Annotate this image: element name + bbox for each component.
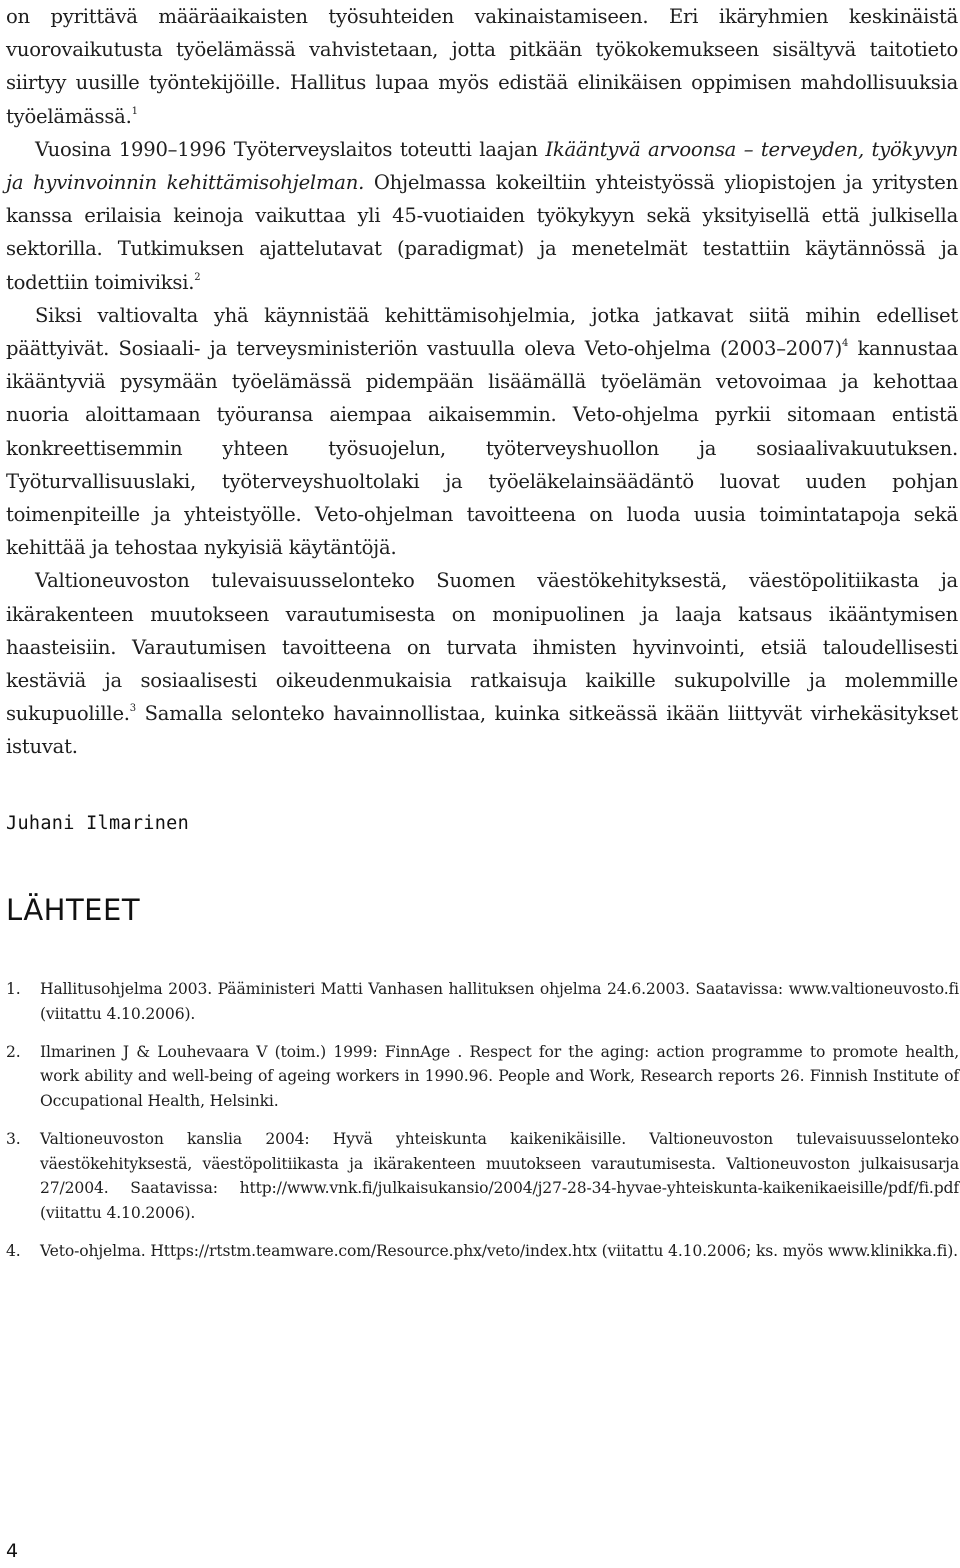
reference-number: 4.: [6, 1241, 21, 1260]
footnote-ref-4: 4: [842, 338, 849, 350]
paragraph-3-text-start: Siksi valtiovalta yhä käynnistää kehittämisohjelmia, jotka jatkavat siitä mihin edelliset päättyivät. Sosiaali- ja terveysministeriön vastuulla oleva Veto-ohjelma (2003–2007): [6, 303, 958, 361]
article-body: [6, 0, 958, 764]
author-name: Juhani Ilmarinen: [6, 813, 190, 834]
paragraph-2-text-start: Vuosina 1990–1996 Työterveyslaitos toteutti laajan: [35, 137, 546, 161]
footnote-ref-1: 1: [131, 105, 138, 117]
reference-item: [6, 1239, 959, 1264]
paragraph-2: [6, 133, 958, 299]
page-number: 4: [6, 1540, 19, 1562]
paragraph-4-text-start: Valtioneuvoston tulevaisuusselonteko Suomen väestökehityksestä, väestöpolitiikasta ja ikärakenteen muutokseen varautumisesta on monipuolinen ja laaja katsaus ikääntymisen haasteisiin. Varautumisen tavoitteena on turvata ihmisten hyvinvointi, etsiä taloudellisesti kestäviä ja sosiaalisesti oikeudenmukaisia ratkaisuja kaikille sukupolville ja molemmille sukupuolille.: [6, 569, 958, 726]
reference-number: 1.: [6, 980, 21, 998]
paragraph-3: [6, 299, 958, 565]
references-heading: LÄHTEET: [6, 893, 141, 927]
paragraph-1: [6, 0, 958, 133]
reference-item: [6, 1127, 959, 1225]
reference-item: [6, 1040, 959, 1114]
paragraph-4-text-end: Samalla selonteko havainnollistaa, kuinka sitkeässä ikään liittyvät virhekäsitykset istuvat.: [6, 702, 958, 759]
reference-text: Ilmarinen J & Louhevaara V (toim.) 1999: FinnAge . Respect for the aging: action programme to promote health, work ability and well-being of ageing workers in 1990.96. People and Work, Research reports 26. Finnish Institute of Occupational Health, Helsinki.: [40, 1042, 959, 1110]
footnote-ref-3: 3: [129, 703, 136, 715]
paragraph-2-text-end: Ohjelmassa kokeiltiin yhteistyössä yliopistojen ja yritysten kanssa erilaisia keinoja vaikuttaa yli 45-vuotiaiden työkykyyn sekä yksityisellä että julkisella sektorilla. Tutkimuksen ajattelutavat (paradigmat) ja menetelmät testattiin käytännössä ja todettiin toimiviksi.: [6, 171, 958, 294]
paragraph-1-text: on pyrittävä määräaikaisten työsuhteiden vakinaistamiseen. Eri ikäryhmien keskinäistä vuorovaikutusta työelämässä vahvistetaan, jotta pitkään työkokemukseen sisältyvä taitotieto siirtyy uusille työntekijöille. Hallitus lupaa myös edistää elinikäisen oppimisen mahdollisuuksia työelämässä.: [6, 5, 958, 128]
reference-text: Veto-ohjelma. Https://rtstm.teamware.com/Resource.phx/veto/index.htx (viitattu 4.10.2006; ks. myös www.klinikka.fi).: [40, 1241, 958, 1260]
references-list: [6, 977, 959, 1277]
reference-number: 2.: [6, 1042, 21, 1061]
paragraph-4: [6, 564, 958, 763]
reference-text: Valtioneuvoston kanslia 2004: Hyvä yhteiskunta kaikenikäisille. Valtioneuvoston tulevaisuusselonteko väestökehityksestä, väestöpolitiikasta ja ikärakenteen muutokseen varautumisesta. Valtioneuvoston julkaisusarja 27/2004. Saatavissa: http://www.vnk.fi/julkaisukansio/2004/j27-28-34-hyvae-yhteiskunta-kaikenikaeisille/pdf/fi.pdf (viitattu 4.10.2006).: [40, 1129, 959, 1222]
reference-number: 3.: [6, 1129, 21, 1148]
paragraph-3-text-end: kannustaa ikääntyviä pysymään työelämässä pidempään lisäämällä työelämän vetovoimaa ja kehottaa nuoria aloittamaan työuransa aiempaa aikaisemmin. Veto-ohjelma pyrkii sitomaan entistä konkreettisemmin yhteen työsuojelun, työterveyshuollon ja sosiaalivakuutuksen. Työturvallisuuslaki, työterveyshuoltolaki ja työeläkelainsäädäntö luovat uuden pohjan toimenpiteille ja yhteistyölle. Veto-ohjelman tavoitteena on luoda uusia toimintatapoja sekä kehittää ja tehostaa nykyisiä käytäntöjä.: [6, 337, 958, 560]
reference-text: Hallitusohjelma 2003. Pääministeri Matti Vanhasen hallituksen ohjelma 24.6.2003. Saatavissa: www.valtioneuvosto.fi (viitattu 4.10.2006).: [40, 980, 959, 1023]
reference-item: [6, 977, 959, 1026]
footnote-ref-2: 2: [194, 271, 201, 283]
programme-name: Ikääntyvä arvoonsa – terveyden, työkyvyn ja hyvinvoinnin kehittämisohjelman.: [6, 137, 958, 195]
